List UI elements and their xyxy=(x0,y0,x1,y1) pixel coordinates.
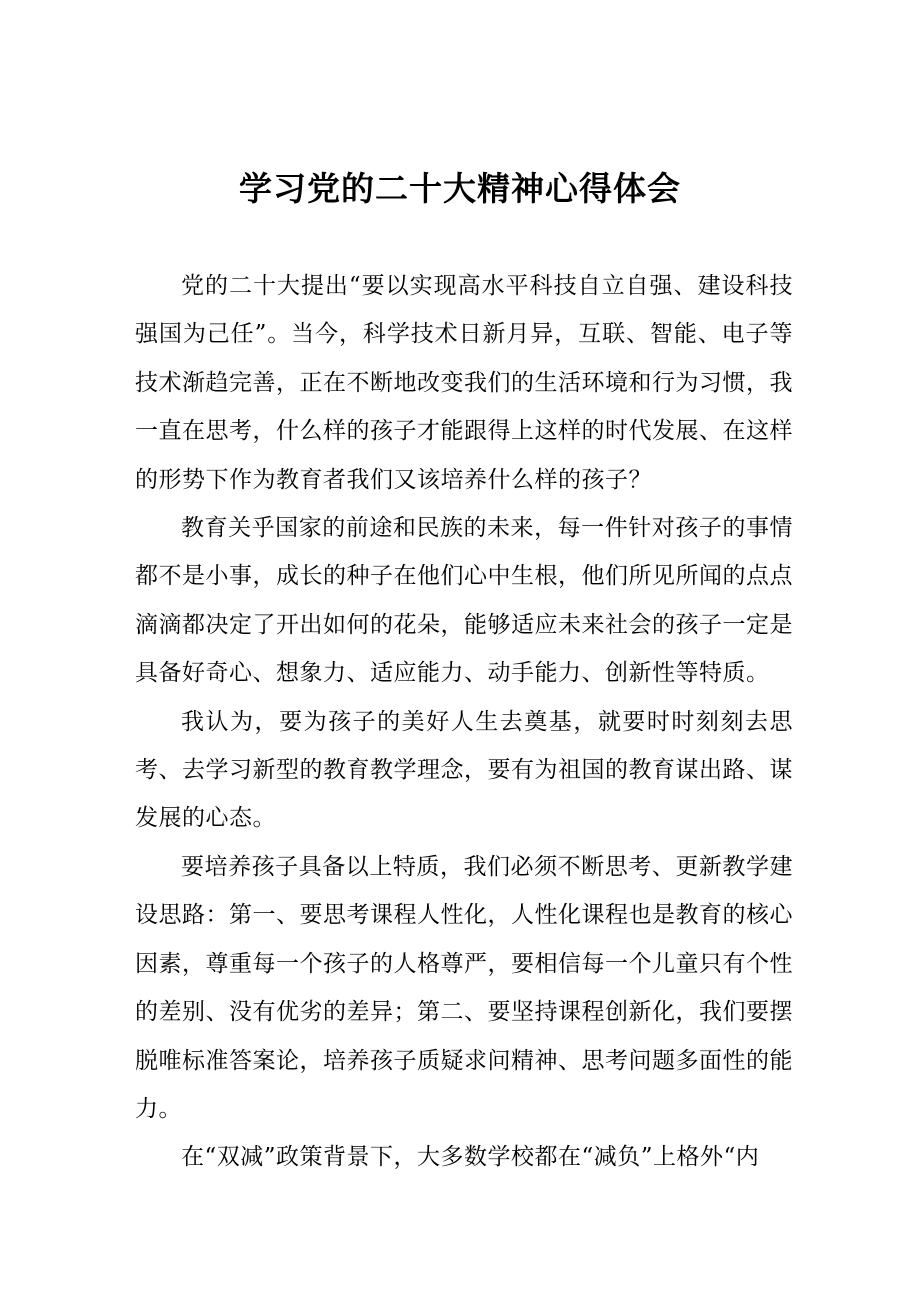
document-body xyxy=(135,262,793,1182)
paragraph-4: 要培养孩子具备以上特质，我们必须不断思考、更新教学建设思路：第一、要思考课程人性化，人性化课程也是教育的核心因素，尊重每一个孩子的人格尊严，要相信每一个儿童只有个性的差别、没有优劣的差异；第二、要坚持课程创新化，我们要摆脱唯标准答案论，培养孩子质疑求问精神、思考问题多面性的能力。 xyxy=(135,853,793,1122)
paragraph-2: 教育关乎国家的前途和民族的未来，每一件针对孩子的事情都不是小事，成长的种子在他们心中生根，他们所见所闻的点点滴滴都决定了开出如何的花朵，能够适应未来社会的孩子一定是具备好奇心、想象力、适应能力、动手能力、创新性等特质。 xyxy=(135,515,793,687)
paragraph-3: 我认为，要为孩子的美好人生去奠基，就要时时刻刻去思考、去学习新型的教育教学理念，要有为祖国的教育谋出路、谋发展的心态。 xyxy=(135,708,793,832)
paragraph-5: 在“双减”政策背景下，大多数学校都在“减负”上格外“内 xyxy=(181,1144,760,1171)
document-title: 学习党的二十大精神心得体会 xyxy=(239,169,681,208)
paragraph-1: 党的二十大提出“要以实现高水平科技自立自强、建设科技强国为己任”。当今，科学技术日新月异，互联、智能、电子等技术渐趋完善，正在不断地改变我们的生活环境和行为习惯，我一直在思考，什么样的孩子才能跟得上这样的时代发展、在这样的形势下作为教育者我们又该培养什么样的孩子？ xyxy=(135,273,793,493)
